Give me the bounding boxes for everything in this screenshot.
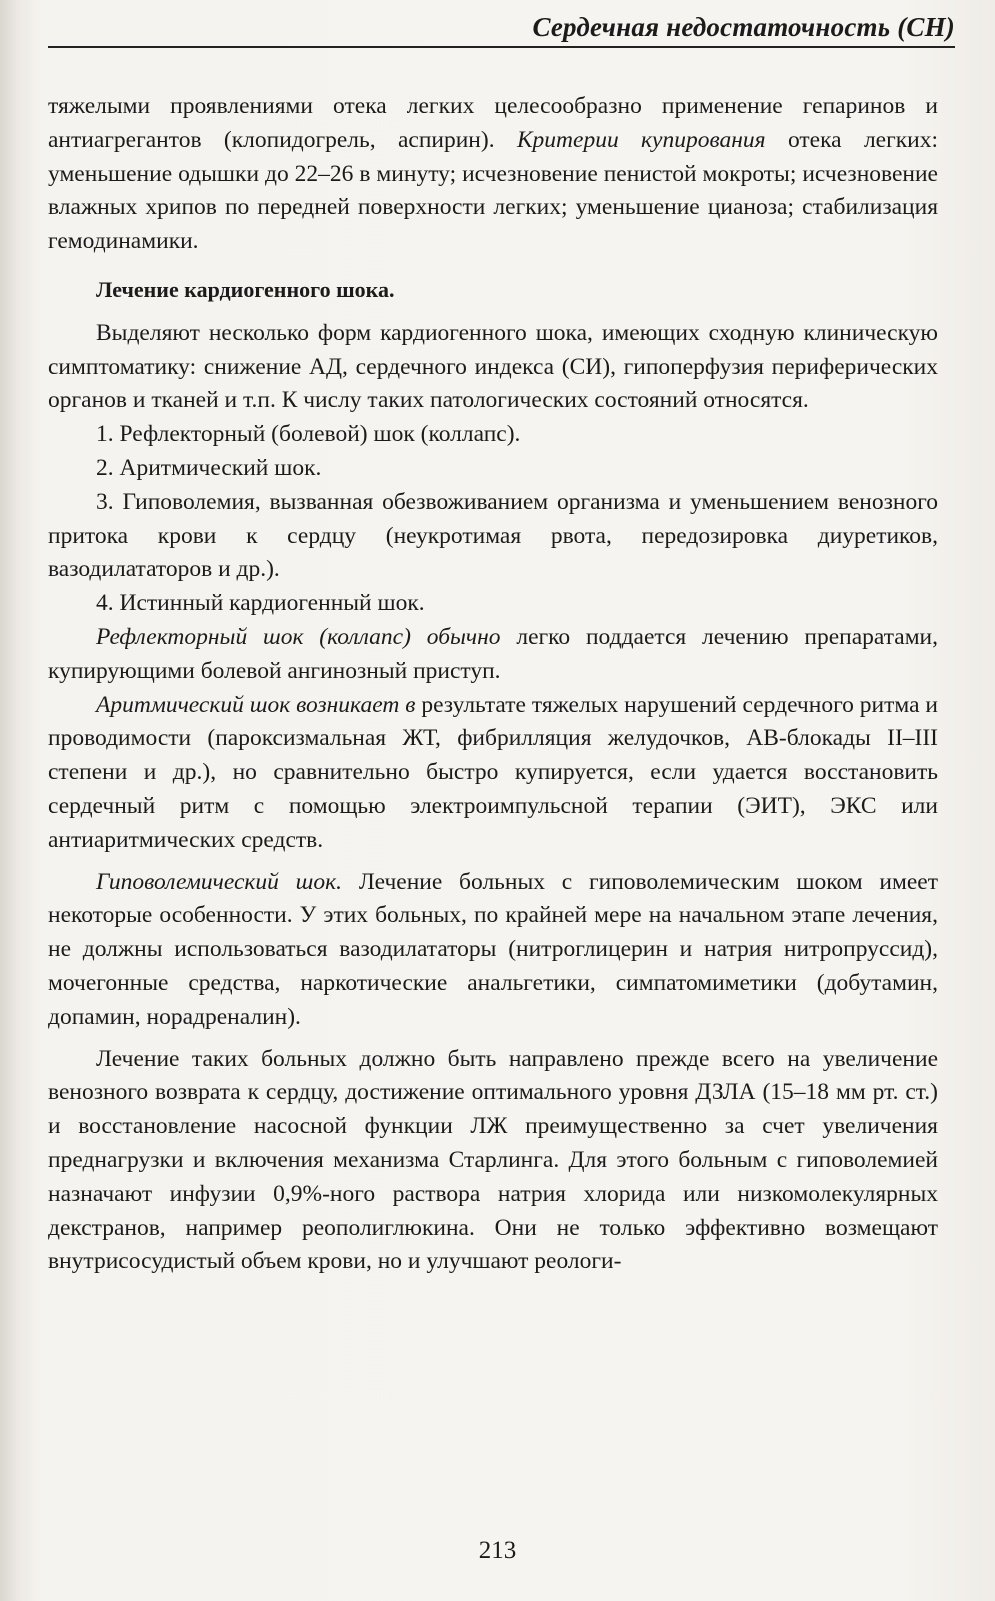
italic-term: Критерии купирования <box>516 126 766 153</box>
paragraph <box>48 621 938 689</box>
page-number: 213 <box>478 1537 517 1564</box>
section-heading: Лечение кардиогенного шока. <box>96 276 395 302</box>
paragraph-text: Лечение больных с гиповолемическим шоком имеет некоторые особенности. У этих больных, по крайней мере на начальном этапе лечения, не должны использоваться вазодилататоры (нитроглицерин и натрия нитропруссид), мочегонные средства, наркотические анальгетики, симпатомиметики (добутамин, допамин, норадреналин). <box>48 868 939 1030</box>
paragraph <box>48 689 938 858</box>
paragraph-continuation <box>48 90 938 259</box>
paragraph <box>48 866 938 1035</box>
paragraph-text: легко поддается лечению препаратами, купирующими болевой ангинозный приступ. <box>48 623 939 684</box>
running-head: Сердечная недостаточность (СН) <box>48 10 955 48</box>
paragraph-text: тяжелыми проявлениями отека легких целесообразно применение гепаринов и антиагрегантов (клопидогрель, аспирин). <box>48 93 938 153</box>
paragraph-text: результате тяжелых нарушений сердечного ритма и проводимости (пароксизмальная ЖТ, фибрилляция желудочков, АВ-блокады II–III степени и др.), но сравнительно быстро купируется, если удается восстановить сердечный ритм с помощью электроимпульсной терапии (ЭИТ), ЭКС или антиаритмических средств. <box>48 691 939 853</box>
paragraph: Выделяют несколько форм кардиогенного шока, имеющих сходную клиническую симптоматику: снижение АД, сердечного индекса (СИ), гипоперфузия периферических органов и тканей и т.п. К числу таких патологических состояний относятся. <box>48 319 938 414</box>
list-item: 2. Аритмический шок. <box>96 454 322 481</box>
italic-term: Аритмический шок возникает в <box>96 691 416 718</box>
list-item: 4. Истинный кардиогенный шок. <box>96 590 425 617</box>
italic-term: Рефлекторный шок (коллапс) обычно <box>96 623 501 650</box>
paragraph: Лечение таких больных должно быть направлено прежде всего на увеличение венозного возврата к сердцу, достижение оптимального уровня ДЗЛА (15–18 мм рт. ст.) и восстановление насосной функции ЛЖ преимущественно за счет увеличения преднагрузки и включения механизма Старлинга. Для этого больным с гиповолемией назначают инфузии 0,9%-ного раствора натрия хлорида или низкомолекулярных декстранов, например реополиглюкина. Они не только эффективно возмещают внутрисосудистый объем крови, но и улучшают реологи- <box>48 1045 938 1275</box>
italic-term: Гиповолемический шок. <box>96 868 343 895</box>
body-text <box>48 90 938 1279</box>
paragraph-text: отека легких: уменьшение одышки до 22–26 в минуту; исчезновение пенистой мокроты; исчезновение влажных хрипов по передней поверхности легких; уменьшение цианоза; стабилизация гемодинамики. <box>48 126 939 255</box>
list-item: 1. Рефлекторный (болевой) шок (коллапс). <box>96 421 521 448</box>
list-item: 3. Гиповолемия, вызванная обезвоживанием организма и уменьшением венозного притока крови к сердцу (неукротимая рвота, передозировка диуретиков, вазодилататоров и др.). <box>48 488 938 583</box>
